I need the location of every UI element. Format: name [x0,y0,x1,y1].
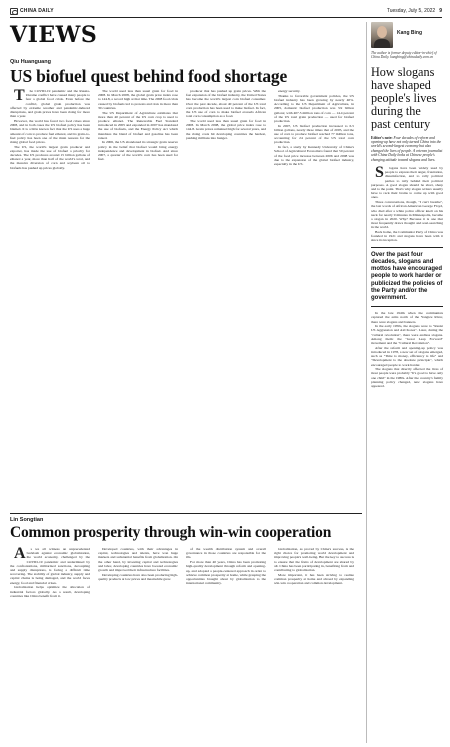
article2-paragraph: Developing countries have also been producing high-quality products at low prices and meanwhile grew. [98,572,178,581]
article1-byline: Qiu Huanguang [10,59,51,65]
article2-headline: Common prosperity through win-win cooperation [10,524,332,541]
article1-paragraph: The world used less than usual grain for food in 2008. In March 2008, the global price index rose to 144.8. Grain prices remained high for several years, and the rising costs hit developing countries the hardest, pushing millions into hunger. [186,118,266,140]
article1-paragraph: The COVID-19 pandemic and the Russia-Ukraine conflict have caused many people to fear a global food crisis. Even before the conflict, global grain production was affected by extreme weather and pandemic-induced disruptions, and grain prices have been rising for more than a year. [10,87,90,119]
column-divider [366,22,367,743]
article1-paragraph: In 2007, US biofuel production increased to 6.5 billion gallons, nearly three times that of 2005, and the use of corn to produce biofuel reached 77 million tons, accounting for 24 percent of the US total corn production. [274,123,354,145]
article1-paragraph: The world used less than usual grain for food in 2008. In March 2008, the global grain price index rose to 144.8, a record high at that time. The 2008 food crisis caused by biofuels led to protests and riots in more than 30 countries. [98,89,178,110]
article1-column [274,89,354,507]
article1-paragraph: Thanks to favorable government policies, the US biofuel industry has been growing by nearly 40%. According to the US Department of Agriculture, in 2005, domestic biofuel production was 3.9 billion gallons; with 407.5 million tons of corn — 14.4 percent of the US total grain production — used for biofuel production. [274,93,354,123]
issue-date: Tuesday, July 5, 2022 [386,8,436,14]
article1-paragraph: The US Department of Agriculture estimates that more than 40 percent of the US corn crop is used to produce ethanol. The Renewable Fuel Standard introduced in 2005 and expanded in 2007 has mandated the use of biofuels, and the Energy Policy Act which mandates the blend of biofuel and gasoline has been raised. [98,110,178,140]
section-title: VIEWS [10,22,98,48]
article1-headline: US biofuel quest behind food shortage [10,66,288,86]
china-daily-logo-icon [10,8,18,15]
china-daily-logo [10,8,54,15]
article2-column [186,547,266,743]
sidebar-paragraph: The slogans that directly affected the lives of most people were probably "It's good to have only one child" in the 1980s. After the country's family planning policy changed, new slogans have appeared. [371,367,443,389]
article2-column [98,547,178,743]
article1-body [10,89,354,507]
article2-paragraph: of the wealth distribution system and overall governance in those countries are responsible for the ills. [186,547,266,560]
opinion-sidebar [371,22,443,389]
article2-paragraph: Developed countries, with their advantages in capital, technologies and talents, have won huge markets and substantial benefits from globalization. On the other hand, by investing capital and technologies and labor, developing countries have boosted economic growth and improved their infrastructure facilities. [98,547,178,573]
page-number: 9 [439,8,442,14]
sidebar-paragraph: Three conversations, though, "I can't breathe", the last words of African American George Floyd, who died after a white police officer knelt on his neck for nearly 9 minutes in Minneapolis, became a slogan in 2020. Why? Because it is one that most frequently draws thought and soul-searching in the world. [371,200,443,230]
article2-paragraph: Globalization helps optimize the allocation of industrial factors globally. As a result, developing countries like China benefit from it. [10,585,90,598]
page-header [10,6,442,16]
sidebar-body-top [371,166,443,243]
sidebar-author-bio: The author is former deputy editor-in-chief of China Daily. kangbing@chinadaily.com.cn [371,51,437,60]
article2-column [274,547,354,743]
article2-byline: Lin Songtian [10,517,44,523]
editor-note-label: Editor's note: [371,135,393,140]
article1-paragraph: energy security. [278,89,301,93]
sidebar-paragraph: Slogans have been widely used by people to express their anger, frustration, dissatisfaction, and to rally political parties to rally behind their political purposes. A good slogan should be short, sharp and to the point. That's why slogan writers usually have to rack their brains to come up with good ones. [371,164,443,200]
header-right [387,8,442,14]
article1-paragraph: producer that has pushed up grain prices. With the fast expansion of the biofuel industry, the United States has become the world's largest corn biofuel consumer. Over the past decade, about 40 percent of the US total corn production has been used to make biofuel. In fact, the US use of corn to make biofuel exceeds African total corn consumption as a food. [186,89,266,119]
header-rule [10,17,442,18]
editor-note-text: Four decades of reform and opening-up have not only turned China into the world's second-largest economy but also changed the lives of people. A veteran journalist with China Daily looks at Chinese people's changing attitude toward slogans and lives. [371,135,443,162]
logo-text: CHINA DAILY [20,8,54,14]
sidebar-paragraph: After the reform and opening-up policy was introduced in 1978, a new set of slogans emerged, such as "Time is money, efficiency is life" and "Development is the absolute principle", which encouraged people to work harder. [371,345,443,367]
pull-quote: Over the past four decades, slogans and mottos have encouraged people to work harder or publicized the policies of the Party and/or the government. [371,247,443,307]
article2-paragraph: More important, it has been striving to realize common prosperity at home and abroad by expanding win-win cooperation and common development. [274,572,354,586]
article2-paragraph: For more than 40 years, China has been promoting high-quality development through reform and opening-up, and adopted a people-centered approach in order to achieve common prosperity at home, while grasping the opportunities brought about by globalization to the international community. [186,560,266,586]
sidebar-paragraph: In the late 1940s when the communists captured the arms north of the Yangtze River, there were slogans and banners. [371,311,443,324]
sidebar-paragraph: In the early 1950s, the slogans were to "Resist US Aggression and Aid Korea". Later, during the "cultural revolution", there were endless slogans. Among them: the "Great Leap Forward" movement and the "Cultural Revolution". [371,324,443,346]
article2-paragraph: Globalization, as proved by China's success, is the right choice for promoting world development and improving people's well-being. But the key to success is to ensure that the fruits of development are shared by all. China has been participating in, benefiting from and contributing to globalization. [274,547,354,573]
sidebar-body-bottom [371,311,443,388]
article1-column [98,89,178,507]
article1-paragraph: In fact, a study by Kennedy University of China's School of Agricultural Economics found that 50 percent of the food price increase between 2006 and 2008 was due to the expansion of the global biofuel industry, especially in the US. [274,145,354,166]
sidebar-paragraph: Back home, the Communist Party of China was founded in 1921 and slogans have been with it since its inception. [371,230,443,243]
article1-column [186,89,266,507]
article1-paragraph: However, the world has faced two food crises since 2008, and in both cases the US biofuel policy has been blamed. It is a little known fact that the US uses a huge amount of corn to produce fuel ethanol, and its grain-to-fuel policy has been one of the main reasons for the rising global food prices. [10,118,90,144]
article1-paragraph: In 2006, the US abandoned its strategic grain reserve policy in the belief that biofuel would bring energy independence and development in biofuel. And since 2007, a quarter of the world's corn has been used for fuel. [98,140,178,162]
article2-body [10,547,354,743]
article2-paragraph: As we all witness an unprecedented backlash against economic globalization, the world economy, challenged by the COVID-19 pandemic and undermined by the confrontations, militarized sanctions, decoupling and supply disruptions, is facing a difficult time recovering. The stability of global industry, supply and capital chains is being damaged, and the world faces energy, food and financial crises. [10,545,90,585]
article1-paragraph: The US, the world's largest grain producer and exporter, has made the use of biofuel a priority for decades. The US produces around 15 billion gallons of ethanol a year, more than half of the world's total, and the massive diversion of corn and soybean oil to biofuels has pushed up prices globally. [10,144,90,170]
article2-column [10,547,90,743]
article1-column [10,89,90,507]
sidebar-headline: How slogans have shaped people's lives during the past century [371,64,437,131]
editor-note [371,136,443,162]
author-photo [371,22,393,48]
article-separator [10,513,362,514]
sidebar-author-name: Kang Bing [397,30,422,36]
